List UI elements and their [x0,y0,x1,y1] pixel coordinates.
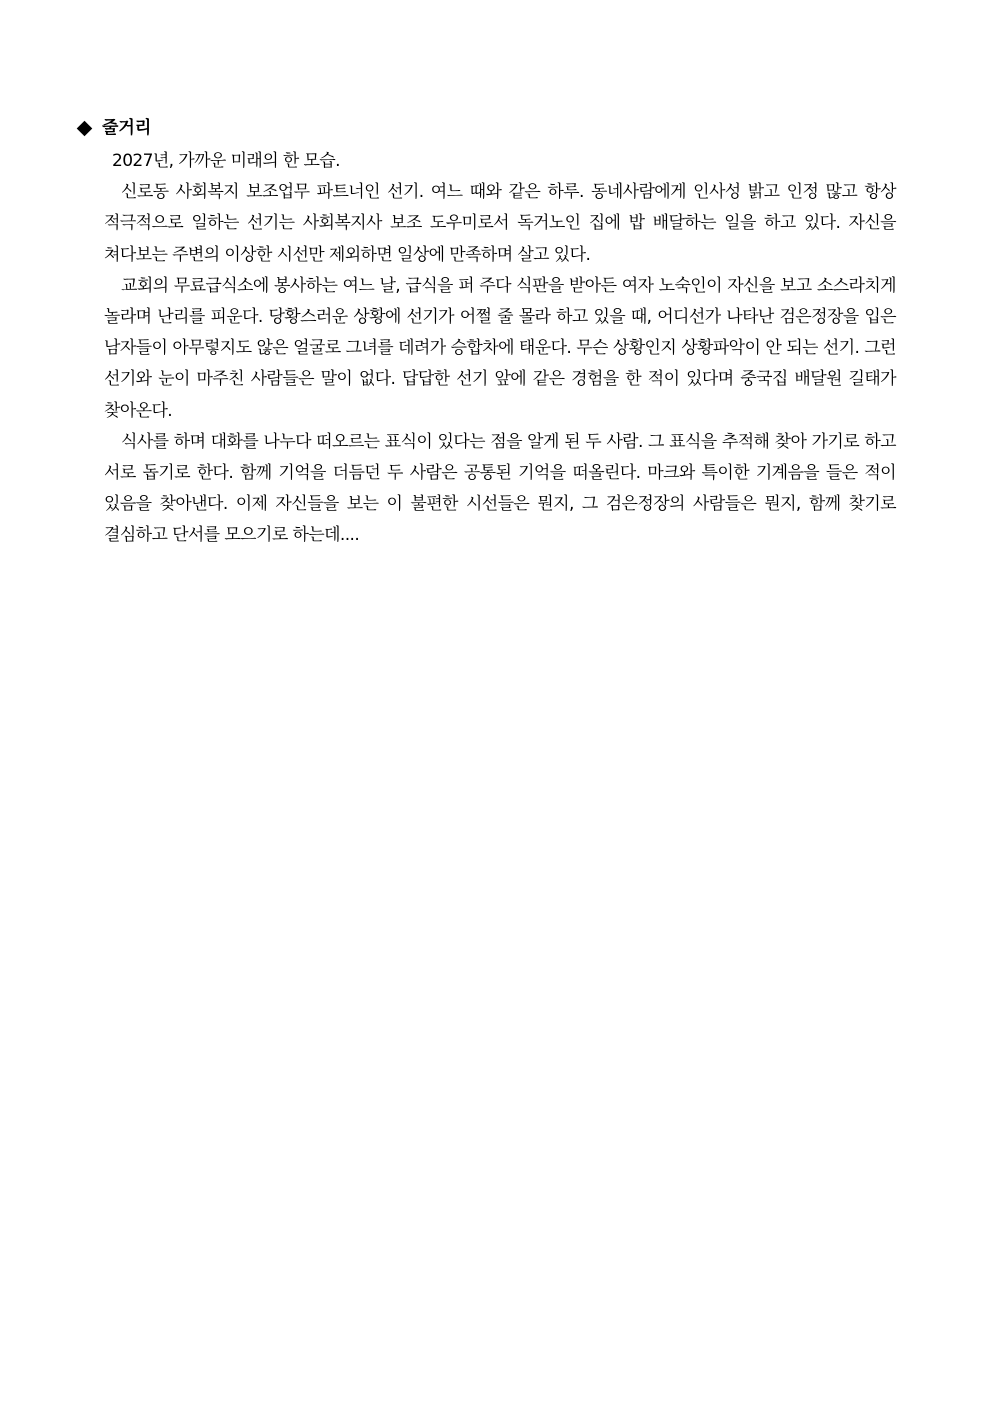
paragraph: 교회의 무료급식소에 봉사하는 여느 날, 급식을 퍼 주다 식판을 받아든 여자 노숙인이 자신을 보고 소스라치게 놀라며 난리를 피운다. 당황스러운 상황에 선기가 어쩔 줄 몰라 하고 있을 때, 어디선가 나타난 검은정장을 입은 남자들이 아무렇지도 않은 얼굴로 그녀를 데려가 승합차에 태운다. 무슨 상황인지 상황파악이 안 되는 선기. 그런 선기와 눈이 마주친 사람들은 말이 없다. 답답한 선기 앞에 같은 경험을 한 적이 있다며 중국집 배달원 길태가 찾아온다. [104,275,896,421]
synopsis-body [104,146,896,552]
black-diamond-icon [77,120,93,136]
paragraph-intro: 2027년, 가까운 미래의 한 모습. [112,151,340,171]
section-title: 줄거리 [102,118,152,138]
section-heading [76,115,151,141]
paragraph: 식사를 하며 대화를 나누다 떠오르는 표식이 있다는 점을 알게 된 두 사람. 그 표식을 추적해 찾아 가기로 하고 서로 돕기로 한다. 함께 기억을 더듬던 두 사람은 공통된 기억을 떠올린다. 마크와 특이한 기계음을 들은 적이 있음을 찾아낸다. 이제 자신들을 보는 이 불편한 시선들은 뭔지, 그 검은정장의 사람들은 뭔지, 함께 찾기로 결심하고 단서를 모으기로 하는데.... [104,431,896,546]
paragraph: 신로동 사회복지 보조업무 파트너인 선기. 여느 때와 같은 하루. 동네사람에게 인사성 밝고 인정 많고 항상 적극적으로 일하는 선기는 사회복지사 보조 도우미로서 독거노인 집에 밥 배달하는 일을 하고 있다. 자신을 쳐다보는 주변의 이상한 시선만 제외하면 일상에 만족하며 살고 있다. [104,182,896,265]
